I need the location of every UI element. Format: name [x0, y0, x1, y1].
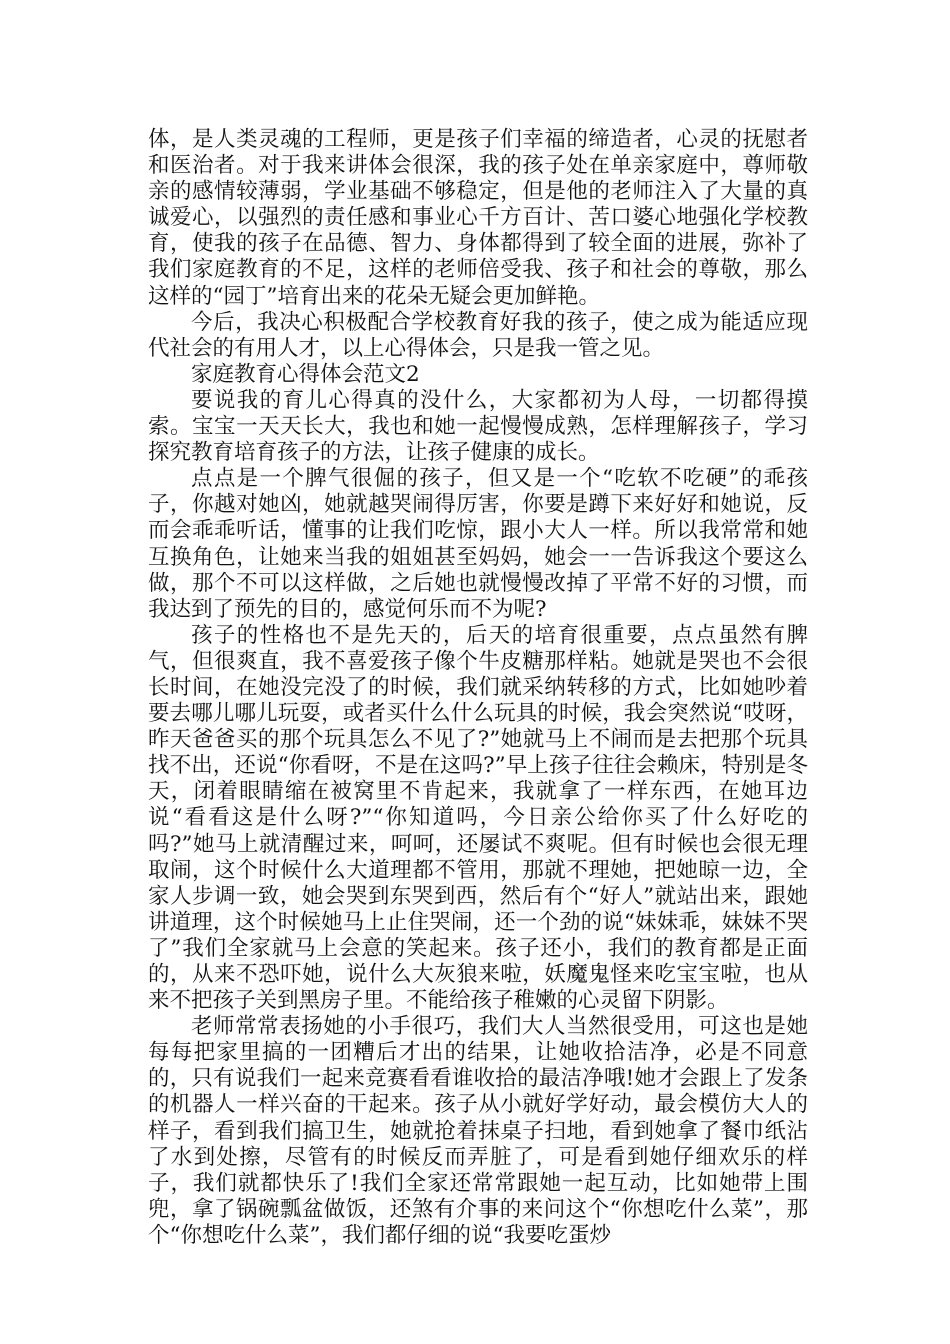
document-body: [148, 127, 808, 1249]
paragraph-5: 孩子的性格也不是先天的，后天的培育很重要，点点虽然有脾气，但很爽直，我不喜爱孩子像个牛皮糖那样粘。她就是哭也不会很长时间，在她没完没了的时候，我们就采纳转移的方式，比如她吵着要去哪儿哪儿玩耍，或者买什么什么玩具的时候，我会突然说“哎呀，昨天爸爸买的那个玩具怎么不见了?”她就马上不闹而是去把那个玩具找不出，还说“你看呀，不是在这吗?”早上孩子往往会赖床，特别是冬天，闭着眼睛缩在被窝里不肯起来，我就拿了一样东西，在她耳边说“看看这是什么呀?”“你知道吗，今日亲公给你买了什么好吃的吗?”她马上就清醒过来，呵呵，还屡试不爽呢。但有时候也会很无理取闹，这个时候什么大道理都不管用，那就不理她，把她晾一边，全家人步调一致，她会哭到东哭到西，然后有个“好人”就站出来，跟她讲道理，这个时候她马上止住哭闹，还一个劲的说“妹妹乖，妹妹不哭了”我们全家就马上会意的笑起来。孩子还小，我们的教育都是正面的，从来不恐吓她，说什么大灰狼来啦，妖魔鬼怪来吃宝宝啦，也从来不把孩子关到黑房子里。不能给孩子稚嫩的心灵留下阴影。: [148, 622, 808, 1014]
paragraph-1: 体，是人类灵魂的工程师，更是孩子们幸福的缔造者，心灵的抚慰者和医治者。对于我来讲体会很深，我的孩子处在单亲家庭中，尊师敬亲的感情较薄弱，学业基础不够稳定，但是他的老师注入了大量的真诚爱心，以强烈的责任感和事业心千方百计、苦口婆心地强化学校教育，使我的孩子在品德、智力、身体都得到了较全面的进展，弥补了我们家庭教育的不足，这样的老师倍受我、孩子和社会的尊敬，那么这样的“园丁”培育出来的花朵无疑会更加鲜艳。: [148, 127, 808, 309]
paragraph-3: 要说我的育儿心得真的没什么，大家都初为人母，一切都得摸索。宝宝一天天长大，我也和她一起慢慢成熟，怎样理解孩子，学习探究教育培育孩子的方法，让孩子健康的成长。: [148, 387, 808, 466]
paragraph-6: 老师常常表扬她的小手很巧，我们大人当然很受用，可这也是她每每把家里搞的一团糟后才出的结果，让她收拾洁净，必是不同意的，只有说我们一起来竞赛看看谁收拾的最洁净哦!她才会跟上了发条的机器人一样兴奋的干起来。孩子从小就好学好动，最会模仿大人的样子，看到我们搞卫生，她就抢着抹桌子扫地，看到她拿了餐巾纸沾了水到处擦，尽管有的时候反而弄脏了，可是看到她仔细欢乐的样子，我们就都快乐了!我们全家还常常跟她一起互动，比如她带上围兜，拿了锅碗瓢盆做饭，还煞有介事的来问这个“你想吃什么菜”，那个“你想吃什么菜”，我们都仔细的说“我要吃蛋炒: [148, 1014, 808, 1248]
section-heading: 家庭教育心得体会范文2: [191, 361, 420, 387]
paragraph-2: 今后，我决心积极配合学校教育好我的孩子，使之成为能适应现代社会的有用人才，以上心得体会，只是我一管之见。: [148, 309, 808, 361]
paragraph-4: 点点是一个脾气很倔的孩子，但又是一个“吃软不吃硬”的乖孩子，你越对她凶，她就越哭闹得厉害，你要是蹲下来好好和她说，反而会乖乖听话，懂事的让我们吃惊，跟小大人一样。所以我常常和她互换角色，让她来当我的姐姐甚至妈妈，她会一一告诉我这个要这么做，那个不可以这样做，之后她也就慢慢改掉了平常不好的习惯，而我达到了预先的目的，感觉何乐而不为呢?: [148, 466, 808, 622]
